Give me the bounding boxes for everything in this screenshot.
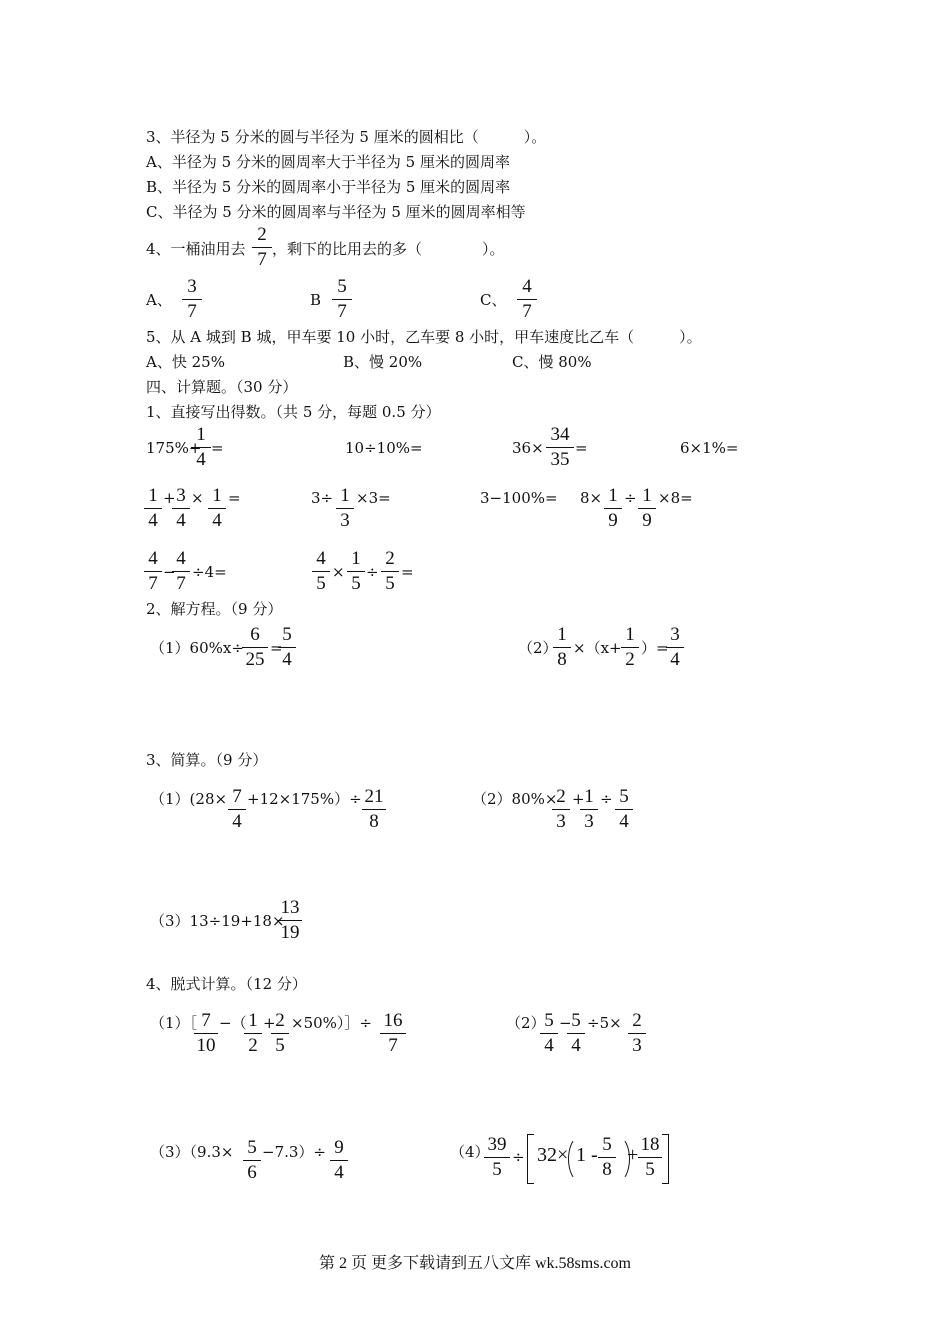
expr-text: （1）60%x÷ bbox=[150, 639, 244, 657]
expr-text: ÷4= bbox=[192, 563, 227, 581]
fraction: 1 3 bbox=[580, 786, 598, 833]
expr-text: （1）(28× bbox=[150, 790, 228, 808]
fraction: 9 4 bbox=[330, 1137, 348, 1184]
fraction: 3 7 bbox=[182, 276, 202, 323]
fraction: 5 4 bbox=[567, 1010, 585, 1057]
part-1-title: 1、直接写出得数。（共 5 分，每题 0.5 分） bbox=[146, 403, 441, 421]
fraction: 5 4 bbox=[615, 786, 633, 833]
part-3-title: 3、简算。（9 分） bbox=[146, 751, 268, 769]
fraction: 21 8 bbox=[362, 786, 386, 833]
question-4-option-c: C、 bbox=[480, 291, 507, 309]
expr-text: −7.3）÷ bbox=[262, 1143, 326, 1161]
expr-text: × bbox=[191, 489, 204, 507]
expr-text: − bbox=[163, 563, 176, 581]
fraction: 5 4 bbox=[278, 624, 296, 671]
fraction: 34 35 bbox=[546, 424, 574, 471]
expr-text: × bbox=[332, 563, 345, 581]
part-2-title: 2、解方程。（9 分） bbox=[146, 600, 283, 618]
expr-text: ÷5× bbox=[587, 1014, 622, 1032]
fraction: 5 7 bbox=[332, 276, 352, 323]
question-3-option-a: A、半径为 5 分米的圆周率大于半径为 5 厘米的圆周率 bbox=[146, 153, 510, 171]
expr-text: = bbox=[211, 439, 224, 457]
expr-text: = bbox=[270, 639, 283, 657]
left-bracket bbox=[527, 1134, 534, 1184]
fraction: 4 7 bbox=[517, 276, 537, 323]
expr-text: ÷ bbox=[512, 1148, 525, 1166]
expr-text: ÷ bbox=[366, 563, 379, 581]
fraction: 1 3 bbox=[336, 485, 354, 532]
fraction: 6 25 bbox=[242, 624, 268, 671]
question-3: 3、半径为 5 分米的圆与半径为 5 厘米的圆相比（ ）。 bbox=[146, 128, 547, 146]
fraction: 3 4 bbox=[172, 485, 190, 532]
expr-text: （2） bbox=[518, 639, 558, 657]
expr-text: + bbox=[263, 1014, 276, 1032]
expr-text: 175%+ bbox=[146, 439, 202, 457]
fraction: 1 2 bbox=[244, 1010, 262, 1057]
fraction: 1 4 bbox=[144, 485, 162, 532]
expr-text: 32× bbox=[537, 1144, 569, 1166]
fraction: 2 3 bbox=[628, 1010, 646, 1057]
fraction: 2 5 bbox=[381, 548, 399, 595]
expr-text: = bbox=[228, 489, 241, 507]
expr-text: = bbox=[401, 563, 414, 581]
expr-text: −（ bbox=[219, 1014, 247, 1032]
expr-text: ×3= bbox=[356, 489, 391, 507]
expr-text: 10÷10%= bbox=[345, 439, 423, 457]
fraction: 13 19 bbox=[278, 897, 302, 944]
fraction: 16 7 bbox=[380, 1010, 406, 1057]
question-3-option-c: C、半径为 5 分米的圆周率与半径为 5 厘米的圆周率相等 bbox=[146, 203, 526, 221]
question-5: 5、从 A 城到 B 城，甲车要 10 小时，乙车要 8 小时，甲车速度比乙车（ ）。 bbox=[146, 328, 702, 346]
fraction: 1 4 bbox=[208, 485, 226, 532]
expr-text: ×50%）］÷ bbox=[291, 1014, 372, 1032]
question-4-option-b: B bbox=[310, 291, 322, 309]
expr-text: （2） bbox=[506, 1014, 546, 1032]
expr-text: + bbox=[627, 1144, 639, 1166]
fraction: 4 5 bbox=[312, 548, 330, 595]
fraction: 5 4 bbox=[540, 1010, 558, 1057]
expr-text: 1 - bbox=[576, 1144, 598, 1166]
fraction: 7 10 bbox=[194, 1010, 218, 1057]
fraction: 2 5 bbox=[271, 1010, 289, 1057]
fraction: 1 2 bbox=[621, 624, 639, 671]
fraction: 1 9 bbox=[638, 485, 656, 532]
fraction: 2 3 bbox=[552, 786, 570, 833]
expr-text: （4） bbox=[450, 1143, 490, 1161]
fraction: 4 7 bbox=[144, 548, 162, 595]
question-5-option-b: B、慢 20% bbox=[343, 353, 423, 371]
expr-text: 8× bbox=[580, 489, 603, 507]
fraction: 1 9 bbox=[604, 485, 622, 532]
fraction: 1 4 bbox=[191, 424, 211, 471]
fraction: 18 5 bbox=[638, 1134, 662, 1181]
page-footer: 第 2 页 更多下载请到五八文库 wk.58sms.com bbox=[318, 1255, 631, 1272]
expr-text: = bbox=[575, 439, 588, 457]
expr-text: 6×1%= bbox=[680, 439, 739, 457]
question-4-suffix: ，剩下的比用去的多（ ）。 bbox=[272, 240, 505, 258]
expr-text: （3）（9.3× bbox=[150, 1143, 234, 1161]
part-4-title: 4、脱式计算。（12 分） bbox=[146, 975, 307, 993]
fraction: 39 5 bbox=[484, 1134, 510, 1181]
question-5-option-a: A、快 25% bbox=[146, 353, 225, 371]
question-4-prefix: 4、一桶油用去 bbox=[146, 240, 246, 258]
fraction: 5 8 bbox=[598, 1134, 616, 1181]
fraction: 7 4 bbox=[228, 786, 246, 833]
fraction: 1 5 bbox=[347, 548, 365, 595]
expr-text: ×（x+ bbox=[573, 639, 622, 657]
expr-text: − bbox=[559, 1014, 572, 1032]
fraction: 2 7 bbox=[252, 224, 272, 271]
expr-text: ）= bbox=[641, 639, 669, 657]
fraction: 3 4 bbox=[666, 624, 684, 671]
question-4-option-a: A、 bbox=[146, 291, 172, 309]
expr-text: （3）13÷19+18× bbox=[150, 912, 285, 930]
expr-text: +12×175%）÷ bbox=[247, 790, 362, 808]
expr-text: ÷ bbox=[600, 790, 613, 808]
expr-text: 36× bbox=[512, 439, 544, 457]
expr-text: ×8= bbox=[658, 489, 693, 507]
fraction: 5 6 bbox=[243, 1137, 261, 1184]
question-5-option-c: C、慢 80% bbox=[512, 353, 592, 371]
expr-text: （1）［ bbox=[150, 1014, 198, 1032]
expr-text: + bbox=[163, 489, 176, 507]
fraction: 1 8 bbox=[553, 624, 571, 671]
expr-text: （2）80%× bbox=[472, 790, 558, 808]
expr-text: ÷ bbox=[624, 489, 637, 507]
expr-text: 3−100%= bbox=[480, 489, 558, 507]
question-3-option-b: B、半径为 5 分米的圆周率小于半径为 5 厘米的圆周率 bbox=[146, 178, 511, 196]
expr-text: 3÷ bbox=[311, 489, 334, 507]
right-bracket bbox=[662, 1134, 669, 1184]
expr-text: + bbox=[572, 790, 585, 808]
fraction: 4 7 bbox=[172, 548, 190, 595]
section-title: 四、计算题。（30 分） bbox=[146, 378, 298, 396]
